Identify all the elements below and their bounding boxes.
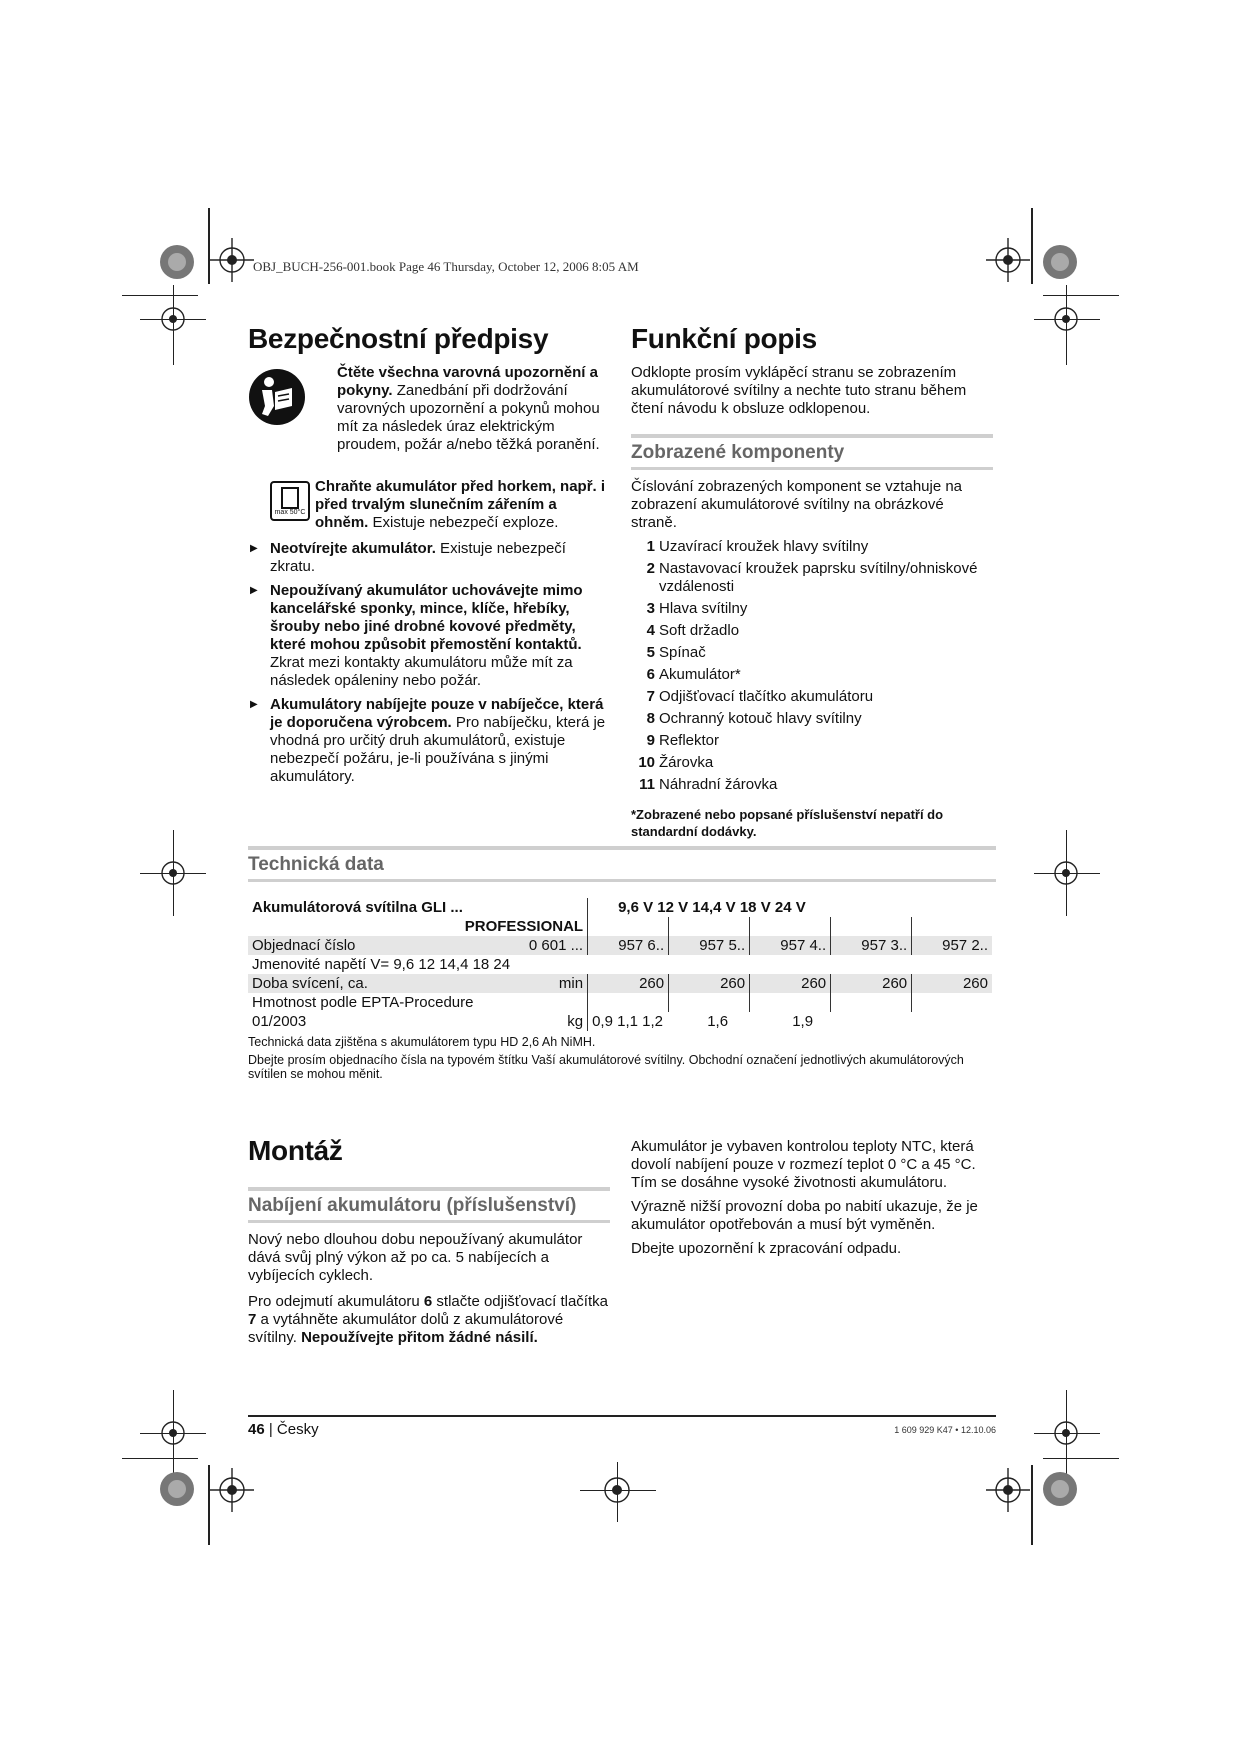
components-intro: Číslování zobrazených komponent se vztahuje na zobrazení akumulátorové svítilny na obrázkové straně. <box>631 478 963 531</box>
tech-section <box>248 846 996 1081</box>
duration-value: 260 <box>912 974 992 993</box>
list-item <box>631 732 993 750</box>
page-footer <box>248 1415 996 1438</box>
function-title: Funkční popis <box>631 323 817 354</box>
duration-value: 260 <box>588 974 669 993</box>
product-name: Akumulátorová svítilna GLI ... <box>252 899 463 916</box>
bullet-bold: Neotvírejte akumulátor. <box>270 540 436 557</box>
tech-title: Technická data <box>248 846 996 882</box>
list-item <box>631 754 993 772</box>
component-number: 2 <box>646 560 655 577</box>
heat-warning-text: Existuje nebezpečí exploze. <box>368 514 559 531</box>
mount-paragraph: Nový nebo dlouhou dobu nepoužívaný akumulátor dává svůj plný výkon až po ca. 5 nabíjecích a vybíjecích cyklech. <box>248 1231 583 1284</box>
duration-value: 260 <box>831 974 912 993</box>
order-value: 957 6.. <box>588 936 669 955</box>
function-section <box>631 323 993 840</box>
weight-value: 1,2 <box>642 1013 664 1030</box>
list-item <box>631 666 993 684</box>
component-label: Nastavovací kroužek paprsku svítilny/ohniskové vzdálenosti <box>659 560 978 595</box>
list-item <box>631 600 993 618</box>
table-row <box>248 993 992 1012</box>
component-label: Reflektor <box>659 732 720 749</box>
component-label: Odjišťovací tlačítko akumulátoru <box>659 688 874 705</box>
component-number: 3 <box>646 600 655 617</box>
battery-paragraph: Výrazně nižší provozní doba po nabití ukazuje, že je akumulátor opotřebován a musí být vyměněn. <box>631 1198 978 1233</box>
component-label: Spínač <box>659 644 706 661</box>
voltage-label: Jmenovité napětí V= <box>252 956 390 973</box>
footer-language: Česky <box>276 1421 319 1438</box>
bullet-item <box>248 540 610 576</box>
safety-section <box>248 323 610 792</box>
weight-value: 0,9 <box>592 1013 613 1030</box>
table-row <box>248 936 992 955</box>
list-item <box>631 560 993 596</box>
page-number: 46 <box>248 1421 265 1438</box>
battery-paragraph: Akumulátor je vybaven kontrolou teploty NTC, která dovolí nabíjení pouze v rozmezí teplot 0 °C a 45 °C. Tím se dosáhne vysoké životnosti akumulátoru. <box>631 1138 976 1191</box>
component-label: Náhradní žárovka <box>659 776 778 793</box>
order-value: 957 2.. <box>912 936 992 955</box>
table-row <box>248 974 992 993</box>
component-number: 8 <box>646 710 655 727</box>
read-manual-icon <box>248 368 306 426</box>
list-item <box>631 688 993 706</box>
component-number: 9 <box>646 732 655 749</box>
footer-code: 1 609 929 K47 • 12.10.06 <box>894 1425 996 1435</box>
text-run: stlačte odjišťovací tlačítka <box>432 1293 608 1310</box>
read-manual-warning <box>248 364 610 474</box>
mount-paragraph <box>248 1293 610 1347</box>
component-label: Hlava svítilny <box>659 600 748 617</box>
bullet-item <box>248 582 610 690</box>
duration-value: 260 <box>669 974 750 993</box>
safety-bullets <box>248 540 610 786</box>
duration-value: 260 <box>750 974 831 993</box>
order-value: 957 5.. <box>669 936 750 955</box>
order-label: Objednací číslo <box>248 936 473 955</box>
component-label: Soft držadlo <box>659 622 740 639</box>
battery-heat-icon-label: max 50°C <box>274 509 306 516</box>
table-row <box>248 917 992 936</box>
safety-title: Bezpečnostní předpisy <box>248 323 549 354</box>
list-item <box>631 538 993 556</box>
list-item <box>631 710 993 728</box>
component-number: 4 <box>646 622 655 639</box>
text-run: Pro odejmutí akumulátoru <box>248 1293 424 1310</box>
battery-paragraph: Dbejte upozornění k zpracování odpadu. <box>631 1240 902 1257</box>
weight-label-2: 01/2003 <box>252 1013 307 1030</box>
text-run: Nepoužívejte přitom žádné násilí. <box>301 1329 538 1346</box>
text-run: 7 <box>248 1311 257 1328</box>
order-prefix: 0 601 ... <box>473 936 587 955</box>
duration-label: Doba svícení, ca. <box>248 974 473 993</box>
footer-separator: | <box>264 1421 277 1438</box>
component-number: 1 <box>646 538 655 555</box>
function-intro: Odklopte prosím vyklápěcí stranu se zobrazením akumulátorové svítilny a nechte tuto stranu během čtení návodu k obsluze odklopenou. <box>631 364 967 417</box>
text-run: 6 <box>423 1293 433 1310</box>
weight-unit: kg <box>567 1013 584 1030</box>
components-footnote: *Zobrazené nebo popsané příslušenství nepatří do standardní dodávky. <box>631 807 944 839</box>
text-run: a vytáhněte akumulátor dolů z akumulátorové svítilny. <box>248 1311 564 1346</box>
list-item <box>631 776 993 794</box>
component-number: 5 <box>646 644 655 661</box>
weight-label-1: Hmotnost podle EPTA-Procedure <box>252 994 474 1011</box>
weight-value: 1,1 <box>617 1013 638 1030</box>
heat-warning-bold: Chraňte akumulátor před horkem, např. i před trvalým slunečním zářením a ohněm. <box>315 478 606 531</box>
component-number: 11 <box>639 776 655 793</box>
professional-label: PROFESSIONAL <box>464 918 584 935</box>
list-item <box>631 622 993 640</box>
list-item <box>631 644 993 662</box>
component-number: 7 <box>646 688 655 705</box>
tech-note-1: Technická data zjištěna s akumulátorem typu HD 2,6 Ah NiMH. <box>248 1035 596 1049</box>
table-row <box>248 1012 992 1031</box>
weight-value: 1,6 <box>707 1013 729 1030</box>
tech-note-2: Dbejte prosím objednacího čísla na typovém štítku Vaší akumulátorové svítilny. Obchodní označení jednotlivých akumulátorových svítilen se mohou měnit. <box>248 1053 964 1081</box>
page-number-line <box>248 1421 996 1438</box>
component-label: Akumulátor* <box>659 666 741 683</box>
bullet-item <box>248 696 610 786</box>
table-row <box>248 898 992 917</box>
order-value: 957 3.. <box>831 936 912 955</box>
tech-table <box>248 898 992 1031</box>
read-warning-text: Zanedbání při dodržování varovných upozornění a pokynů mohou mít za následek úraz elektrickým proudem, požár a/nebo těžká poranění. <box>337 382 600 453</box>
order-value: 957 4.. <box>750 936 831 955</box>
mount-title: Montáž <box>248 1135 343 1166</box>
bullet-text: Zkrat mezi kontakty akumulátoru může mít za následek opáleniny nebo požár. <box>270 654 573 689</box>
component-number: 6 <box>646 666 655 683</box>
components-title: Zobrazené komponenty <box>631 434 993 470</box>
component-label: Uzavírací kroužek hlavy svítilny <box>659 538 869 555</box>
voltage-header: 9,6 V 12 V 14,4 V 18 V 24 V <box>588 898 992 917</box>
bullet-bold: Nepoužívaný akumulátor uchovávejte mimo kancelářské sponky, mince, klíče, hřebíky, šrouby nebo jiné drobné kovové předměty, které mohou způsobit přemostění kontaktů. <box>270 582 583 653</box>
heat-warning <box>248 478 610 532</box>
battery-heat-icon <box>270 481 310 521</box>
voltage-values: 9,6 12 14,4 18 24 <box>393 956 511 973</box>
components-list <box>631 538 993 794</box>
duration-unit: min <box>473 974 587 993</box>
bullet-text: Pro nabíječku, která je vhodná pro určitý druh akumulátorů, existuje nebezpečí požáru, je-li používána s jinými akumulátory. <box>270 714 606 785</box>
weight-value: 1,9 <box>792 1013 814 1030</box>
component-label: Ochranný kotouč hlavy svítilny <box>659 710 862 727</box>
component-number: 10 <box>638 754 655 771</box>
print-header: OBJ_BUCH-256-001.book Page 46 Thursday, October 12, 2006 8:05 AM <box>253 259 639 274</box>
mount-section <box>248 1135 610 1353</box>
read-warning-bold: Čtěte všechna varovná upozornění a pokyny. <box>337 364 598 399</box>
bullet-text: Existuje nebezpečí zkratu. <box>270 540 566 575</box>
table-row <box>248 955 992 974</box>
bullet-bold: Akumulátory nabíjejte pouze v nabíječce, která je doporučena výrobcem. <box>270 696 604 731</box>
charge-title: Nabíjení akumulátoru (příslušenství) <box>248 1187 610 1223</box>
battery-info <box>631 1138 993 1264</box>
component-label: Žárovka <box>659 754 714 771</box>
